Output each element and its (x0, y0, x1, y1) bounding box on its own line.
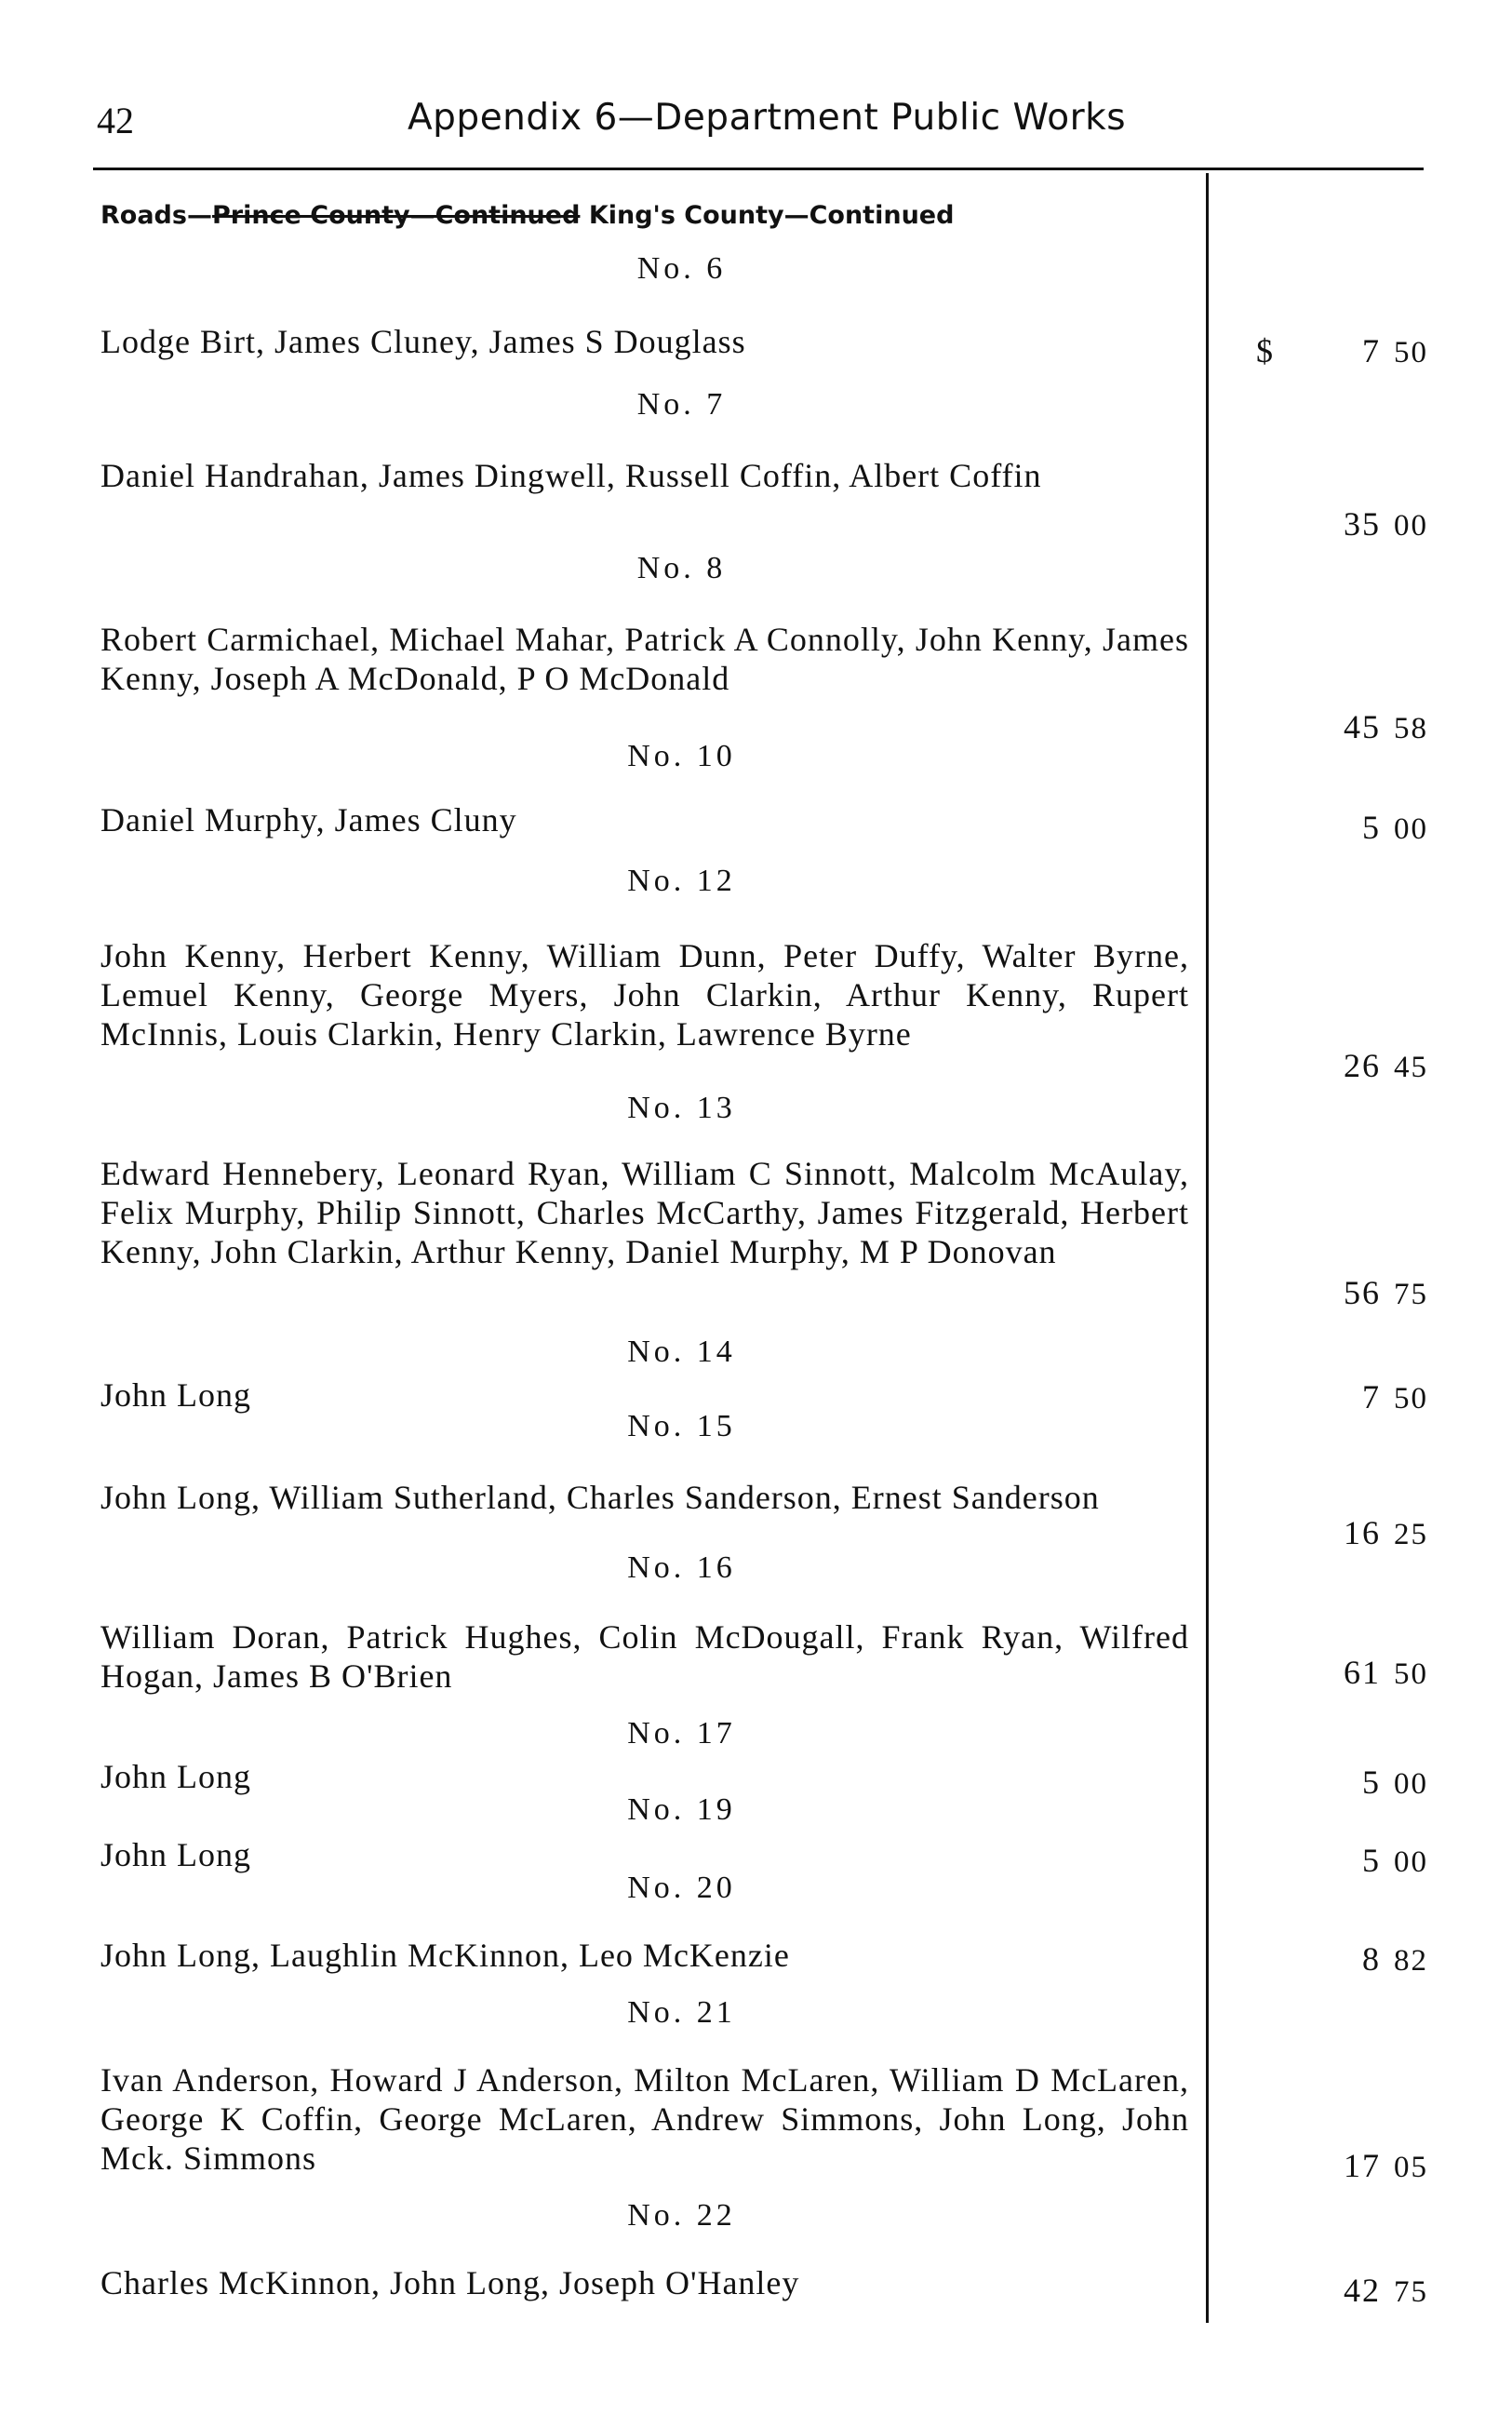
section-heading (100, 201, 954, 230)
currency-symbol: $ (1256, 332, 1275, 369)
road-number: No. 19 (627, 1792, 736, 1827)
road-amount (1265, 1513, 1428, 1552)
road-number: No. 21 (627, 1995, 736, 2030)
current-section-title: King's County—Continued (580, 201, 955, 230)
road-number: No. 22 (627, 2198, 736, 2233)
road-names: John Long, William Sutherland, Charles Sanderson, Ernest Sanderson (100, 1479, 1100, 1516)
amount-dollars: 7 (1362, 332, 1381, 369)
header-rule (93, 168, 1424, 170)
amount-dollars: 7 (1362, 1378, 1381, 1415)
road-amount (1265, 2271, 1428, 2310)
road-names: John Long (100, 1836, 251, 1873)
road-names: John Long (100, 1376, 251, 1414)
amount-dollars: 5 (1362, 1764, 1381, 1801)
road-names: John Long (100, 1758, 251, 1795)
road-amount (1265, 1273, 1428, 1312)
road-number: No. 14 (627, 1335, 736, 1369)
road-names: John Kenny, Herbert Kenny, William Dunn, Peter Duffy, Walter Byrne, Lemuel Kenny, George Myers, John Clarkin, Arthur Kenny, Rupert McInnis, Louis Clarkin, Henry Clarkin, Lawrence Byrne (100, 937, 1189, 1053)
road-number: No. 7 (636, 387, 727, 422)
road-names: Daniel Handrahan, James Dingwell, Russell Coffin, Albert Coffin (100, 457, 1042, 494)
road-number: No. 12 (627, 864, 736, 898)
amount-dollars: 45 (1344, 708, 1381, 745)
amount-dollars: 56 (1344, 1274, 1381, 1311)
road-names: John Long, Laughlin McKinnon, Leo McKenzie (100, 1937, 790, 1974)
amount-cents: 25 (1394, 1518, 1428, 1551)
road-number: No. 8 (636, 551, 727, 585)
road-amount (1265, 1046, 1428, 1085)
road-amount (1265, 808, 1428, 847)
road-number: No. 6 (636, 251, 727, 286)
amount-cents: 00 (1394, 812, 1428, 846)
amount-cents: 50 (1394, 336, 1428, 369)
amount-cents: 75 (1394, 1278, 1428, 1311)
road-number: No. 10 (627, 739, 736, 773)
amount-cents: 00 (1394, 1767, 1428, 1801)
road-amount (1265, 1653, 1428, 1692)
amount-dollars: 35 (1344, 505, 1381, 543)
amount-cents: 00 (1394, 509, 1428, 543)
page-number: 42 (97, 100, 134, 141)
amount-cents: 58 (1394, 712, 1428, 745)
section-prefix: Roads— (100, 201, 212, 230)
road-names: Ivan Anderson, Howard J Anderson, Milton McLaren, William D McLaren, George K Coffin, George McLaren, Andrew Simmons, John Long, John Mck. Simmons (100, 2061, 1189, 2177)
amount-dollars: 61 (1344, 1654, 1381, 1691)
amount-dollars: 8 (1362, 1940, 1381, 1978)
running-head: Appendix 6—Department Public Works (408, 97, 1127, 139)
road-number: No. 16 (627, 1550, 736, 1585)
amount-cents: 75 (1394, 2275, 1428, 2309)
road-names: Edward Hennebery, Leonard Ryan, William C Sinnott, Malcolm McAulay, Felix Murphy, Philip Sinnott, Charles McCarthy, James Fitzgerald, Herbert Kenny, John Clarkin, Arthur Kenny, Daniel Murphy, M P Donovan (100, 1155, 1189, 1270)
amount-dollars: 17 (1344, 2147, 1381, 2184)
road-number: No. 13 (627, 1091, 736, 1125)
road-names: Robert Carmichael, Michael Mahar, Patrick A Connolly, John Kenny, James Kenny, Joseph A McDonald, P O McDonald (100, 621, 1189, 697)
road-number: No. 17 (627, 1716, 736, 1751)
amount-cents: 50 (1394, 1657, 1428, 1691)
amount-cents: 82 (1394, 1944, 1428, 1978)
road-number: No. 15 (627, 1409, 736, 1443)
road-names: Lodge Birt, James Cluney, James S Douglass (100, 323, 746, 360)
amount-cents: 50 (1394, 1382, 1428, 1415)
road-amount (1265, 504, 1428, 543)
amount-cents: 45 (1394, 1051, 1428, 1084)
amount-dollars: 16 (1344, 1514, 1381, 1551)
road-number: No. 20 (627, 1871, 736, 1905)
amount-cents: 00 (1394, 1845, 1428, 1879)
struck-section-title: Prince County—Continued (211, 201, 581, 230)
amount-dollars: 42 (1344, 2272, 1381, 2309)
road-amount (1265, 2146, 1428, 2185)
amount-cents: 05 (1394, 2151, 1428, 2184)
amount-dollars: 5 (1362, 809, 1381, 846)
amount-dollars: 5 (1362, 1842, 1381, 1879)
amount-dollars: 26 (1344, 1047, 1381, 1084)
road-names: Daniel Murphy, James Cluny (100, 801, 517, 838)
road-amount (1256, 331, 1428, 370)
road-amount (1265, 1939, 1428, 1979)
road-names: William Doran, Patrick Hughes, Colin McDougall, Frank Ryan, Wilfred Hogan, James B O'Brien (100, 1618, 1189, 1695)
road-names: Charles McKinnon, John Long, Joseph O'Hanley (100, 2264, 800, 2301)
